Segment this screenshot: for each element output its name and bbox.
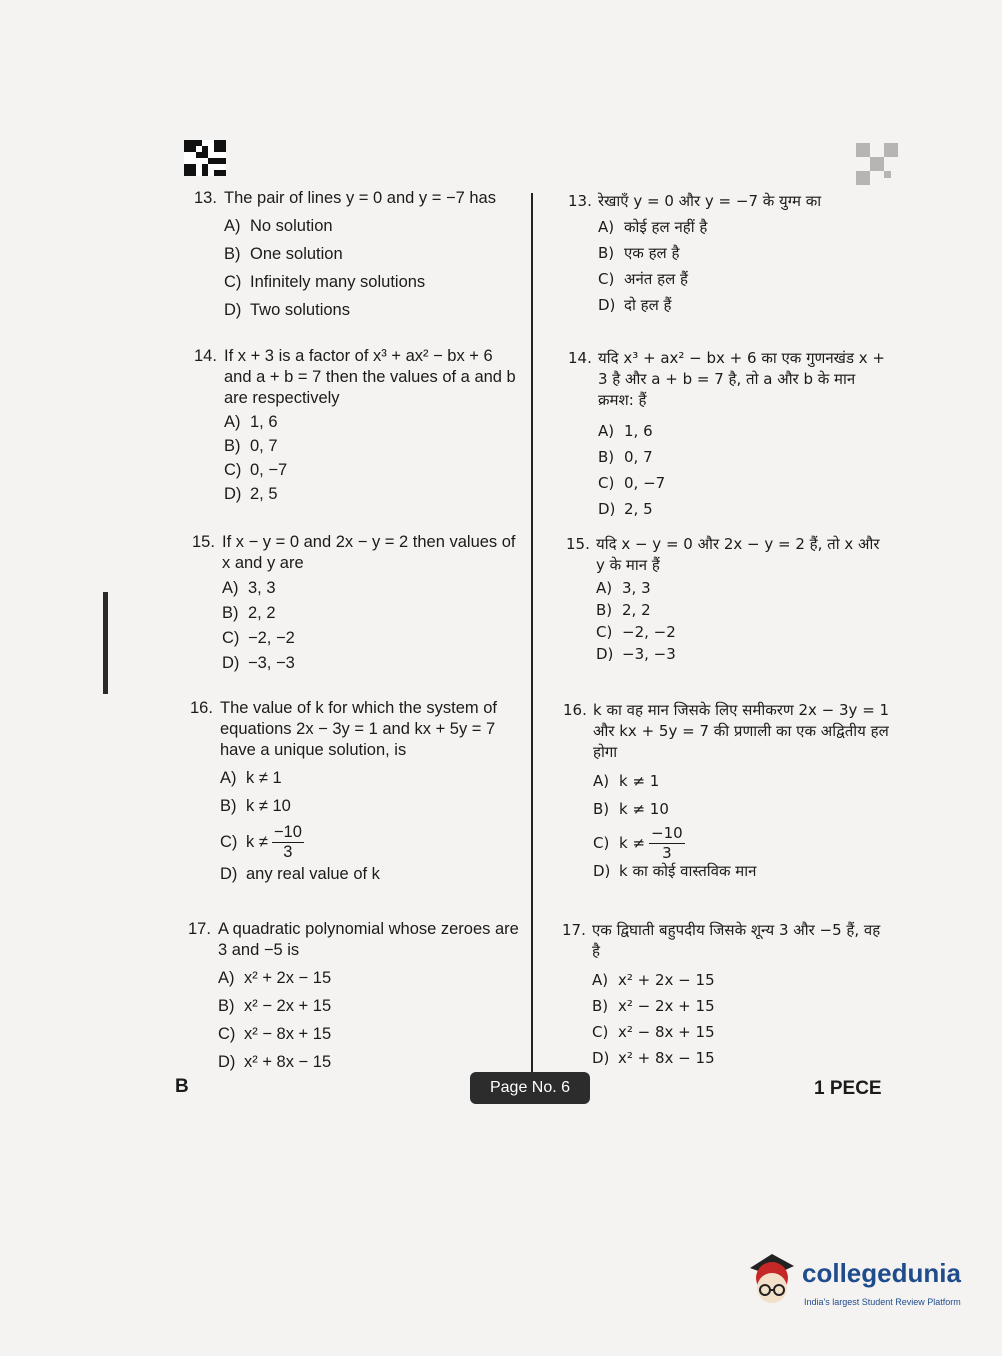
option-letter: A) xyxy=(224,413,241,431)
option-text: 2, 5 xyxy=(250,485,278,503)
question-stem: रेखाएँ y = 0 और y = −7 के युग्म का xyxy=(598,192,822,210)
option-text: Infinitely many solutions xyxy=(250,273,426,291)
option-letter: A) xyxy=(593,772,610,790)
option-letter: B) xyxy=(598,448,615,466)
question-15-hi xyxy=(566,534,890,665)
option-letter: D) xyxy=(224,301,242,319)
option-text: x² − 2x + 15 xyxy=(618,997,715,1015)
question-number: 16. xyxy=(190,699,213,717)
option-letter: C) xyxy=(222,629,240,647)
option-letter: B) xyxy=(598,244,615,262)
page-number-badge: Page No. 6 xyxy=(470,1072,590,1104)
paper-code: 1 PECE xyxy=(814,1078,882,1099)
option-text: k ≠ xyxy=(619,834,646,852)
option-text: k का कोई वास्तविक मान xyxy=(619,862,757,880)
option-text: k ≠ 1 xyxy=(246,769,282,787)
question-16-en xyxy=(190,698,524,885)
column-divider xyxy=(531,193,533,1073)
option-letter: B) xyxy=(592,997,609,1015)
option-letter: B) xyxy=(224,245,241,263)
option-letter: B) xyxy=(224,437,241,455)
option-letter: B) xyxy=(218,997,235,1015)
question-14-en xyxy=(194,346,524,505)
option-text: x² − 2x + 15 xyxy=(244,997,332,1015)
question-stem: The value of k for which the system of equations 2x − 3y = 1 and kx + 5y = 7 have a unique solution, is xyxy=(220,699,497,759)
option-text: 2, 2 xyxy=(622,601,651,619)
question-number: 17. xyxy=(188,920,211,938)
question-17-en xyxy=(188,919,524,1073)
question-number: 13. xyxy=(194,189,217,207)
booklet-series: B xyxy=(175,1076,189,1097)
option-text: x² + 8x − 15 xyxy=(244,1053,332,1071)
option-letter: D) xyxy=(598,500,616,518)
option-text: k ≠ 10 xyxy=(619,800,669,818)
option-text: −3, −3 xyxy=(622,645,676,663)
brand-name: collegedunia xyxy=(802,1258,961,1288)
question-number: 17. xyxy=(562,921,586,939)
option-text: 1, 6 xyxy=(250,413,278,431)
option-text: 0, −7 xyxy=(624,474,666,492)
option-text: −2, −2 xyxy=(622,623,676,641)
option-text: 0, −7 xyxy=(250,461,288,479)
question-stem: यदि x − y = 0 और 2x − y = 2 हैं, तो x और y के मान हैं xyxy=(596,535,880,574)
question-13-hi xyxy=(568,191,890,316)
option-letter: C) xyxy=(598,474,615,492)
option-letter: D) xyxy=(218,1053,236,1071)
question-stem: A quadratic polynomial whose zeroes are 3 and −5 is xyxy=(218,920,519,959)
collegedunia-watermark xyxy=(742,1244,972,1314)
question-stem: यदि x³ + ax² − bx + 6 का एक गुणनखंड x + 3 है और a + b = 7 है, तो a और b के मान क्रमश: हैं xyxy=(598,349,885,409)
option-letter: C) xyxy=(596,623,613,641)
mascot-icon xyxy=(742,1248,800,1310)
option-letter: A) xyxy=(220,769,237,787)
option-text: एक हल है xyxy=(624,244,680,262)
option-text: −3, −3 xyxy=(248,654,295,672)
option-text: 0, 7 xyxy=(250,437,278,455)
option-letter: A) xyxy=(598,218,615,236)
option-text: कोई हल नहीं है xyxy=(624,218,708,236)
option-letter: C) xyxy=(220,833,238,851)
question-13-en xyxy=(194,188,524,321)
option-letter: C) xyxy=(224,461,242,479)
question-number: 13. xyxy=(568,192,592,210)
option-text: 1, 6 xyxy=(624,422,653,440)
option-letter: D) xyxy=(224,485,242,503)
option-text: 0, 7 xyxy=(624,448,653,466)
option-text: दो हल हैं xyxy=(624,296,672,314)
fraction xyxy=(272,823,304,862)
option-text: No solution xyxy=(250,217,333,235)
option-letter: A) xyxy=(598,422,615,440)
fraction xyxy=(649,824,685,863)
brand-tagline: India's largest Student Review Platform xyxy=(804,1297,961,1307)
qr-code-icon xyxy=(184,139,226,177)
option-letter: A) xyxy=(596,579,613,597)
option-text: x² − 8x + 15 xyxy=(244,1025,332,1043)
option-letter: C) xyxy=(218,1025,236,1043)
option-text: 2, 2 xyxy=(248,604,276,622)
option-letter: A) xyxy=(224,217,241,235)
option-text: x² + 2x − 15 xyxy=(618,971,715,989)
option-letter: C) xyxy=(224,273,242,291)
fraction-denominator: 3 xyxy=(283,843,293,861)
option-text: 2, 5 xyxy=(624,500,653,518)
option-text: k ≠ 10 xyxy=(246,797,291,815)
option-letter: B) xyxy=(596,601,613,619)
question-stem: If x + 3 is a factor of x³ + ax² − bx + 6 and a + b = 7 then the values of a and b are respectively xyxy=(224,347,516,407)
question-number: 14. xyxy=(194,347,217,365)
option-letter: A) xyxy=(592,971,609,989)
option-letter: B) xyxy=(222,604,239,622)
option-text: −2, −2 xyxy=(248,629,295,647)
faded-qr-code-icon xyxy=(856,143,898,185)
option-letter: B) xyxy=(220,797,237,815)
question-16-hi xyxy=(563,700,890,882)
option-letter: C) xyxy=(592,1023,609,1041)
question-15-en xyxy=(192,532,524,674)
question-number: 15. xyxy=(192,533,215,551)
option-letter: D) xyxy=(220,865,238,883)
option-letter: C) xyxy=(598,270,615,288)
option-letter: A) xyxy=(218,969,235,987)
question-number: 15. xyxy=(566,535,590,553)
question-stem: k का वह मान जिसके लिए समीकरण 2x − 3y = 1 और kx + 5y = 7 की प्रणाली का एक अद्वितीय हल होगा xyxy=(593,701,890,761)
option-text: k ≠ 1 xyxy=(619,772,660,790)
option-text: x² + 8x − 15 xyxy=(618,1049,715,1067)
option-letter: D) xyxy=(598,296,616,314)
fraction-numerator: −10 xyxy=(273,823,302,841)
option-text: k ≠ xyxy=(246,833,268,851)
option-letter: B) xyxy=(593,800,610,818)
option-text: अनंत हल हैं xyxy=(624,270,688,288)
option-text: any real value of k xyxy=(246,865,380,883)
question-stem: The pair of lines y = 0 and y = −7 has xyxy=(224,189,496,207)
option-text: x² + 2x − 15 xyxy=(244,969,332,987)
fraction-denominator: 3 xyxy=(662,844,672,862)
option-text: 3, 3 xyxy=(622,579,651,597)
option-text: x² − 8x + 15 xyxy=(618,1023,715,1041)
question-14-hi xyxy=(568,348,890,520)
question-stem: एक द्विघाती बहुपदीय जिसके शून्य 3 और −5 हैं, वह है xyxy=(592,921,881,960)
question-number: 14. xyxy=(568,349,592,367)
option-letter: D) xyxy=(596,645,614,663)
binding-mark xyxy=(103,592,108,694)
question-17-hi xyxy=(562,920,890,1069)
option-text: One solution xyxy=(250,245,343,263)
option-letter: A) xyxy=(222,579,239,597)
option-letter: C) xyxy=(593,834,610,852)
question-stem: If x − y = 0 and 2x − y = 2 then values of x and y are xyxy=(222,533,516,572)
option-letter: D) xyxy=(222,654,240,672)
option-letter: D) xyxy=(592,1049,610,1067)
option-text: Two solutions xyxy=(250,301,350,319)
fraction-numerator: −10 xyxy=(651,824,683,842)
option-text: 3, 3 xyxy=(248,579,276,597)
option-letter: D) xyxy=(593,862,611,880)
question-number: 16. xyxy=(563,701,587,719)
